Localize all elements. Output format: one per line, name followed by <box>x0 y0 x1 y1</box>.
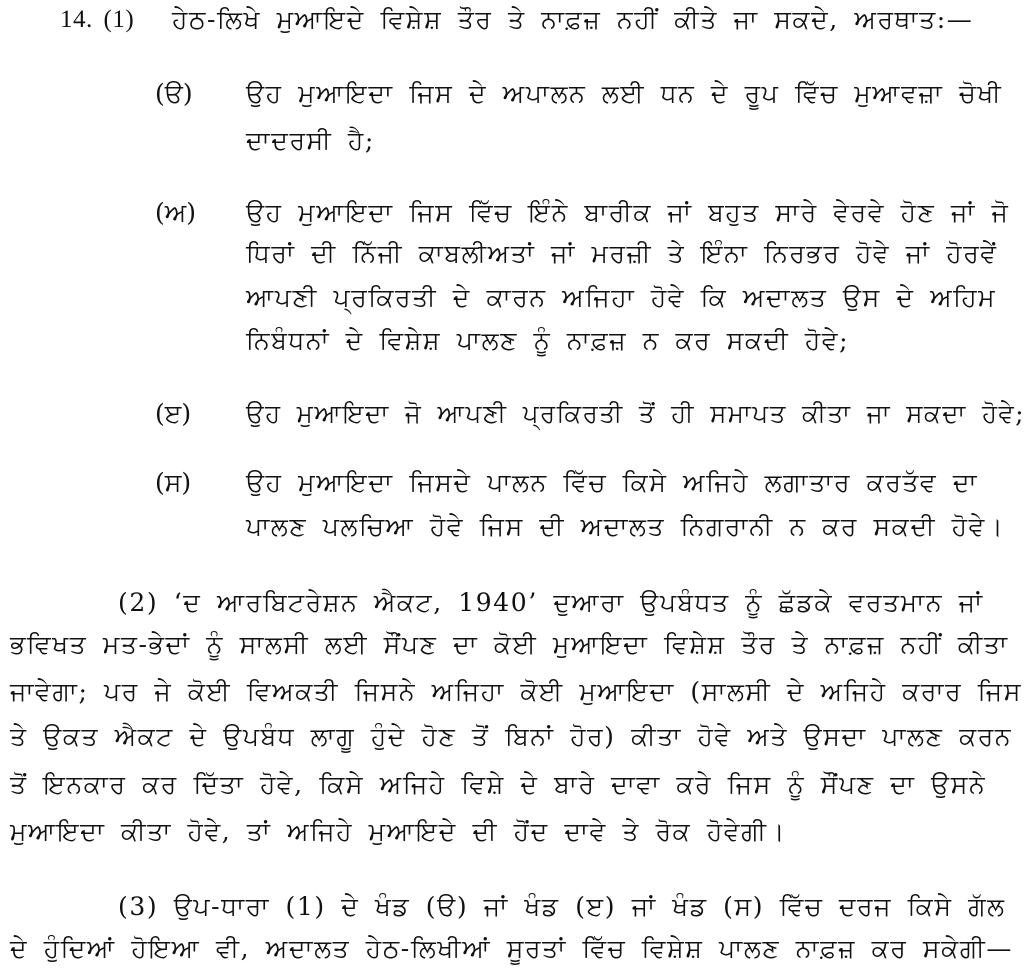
item-d-marker: (ਸ) <box>155 468 192 497</box>
item-b-line-3: ਆਪਣੀ ਪ੍ਰਕਿਰਤੀ ਦੇ ਕਾਰਨ ਅਜਿਹਾ ਹੋਵੇ ਕਿ ਅਦਾਲਤ ਉਸ ਦੇ ਅਹਿਮ <box>246 283 997 312</box>
clause-2-line-2: ਭਵਿਖਤ ਮਤ-ਭੇਦਾਂ ਨੂੰ ਸਾਲਸੀ ਲਈ ਸੌਂਪਣ ਦਾ ਕੋਈ ਮੁਆਇਦਾ ਵਿਸ਼ੇਸ਼ ਤੌਰ ਤੇ ਨਾਫ਼ਜ਼ ਨਹੀਂ ਕੀਤਾ <box>10 630 1009 659</box>
clause-2-line-5: ਤੋਂ ਇਨਕਾਰ ਕਰ ਦਿੱਤਾ ਹੋਵੇ, ਕਿਸੇ ਅਜਿਹੇ ਵਿਸ਼ੇ ਦੇ ਬਾਰੇ ਦਾਵਾ ਕਰੇ ਜਿਸ ਨੂੰ ਸੌਂਪਣ ਦਾ ਉਸਨੇ <box>10 770 987 799</box>
item-a-marker: (ੳ) <box>155 79 193 108</box>
item-b-marker: (ਅ) <box>155 198 197 227</box>
clause-1-intro: ਹੇਠ-ਲਿਖੇ ਮੁਆਇਦੇ ਵਿਸ਼ੇਸ਼ ਤੌਰ ਤੇ ਨਾਫ਼ਜ਼ ਨਹੀਂ ਕੀਤੇ ਜਾ ਸਕਦੇ, ਅਰਥਾਤ:— <box>172 5 974 34</box>
item-d-line-2: ਪਾਲਣ ਪਲਚਿਆ ਹੋਵੇ ਜਿਸ ਦੀ ਅਦਾਲਤ ਨਿਗਰਾਨੀ ਨ ਕਰ ਸਕਦੀ ਹੋਵੇ। <box>246 512 1005 541</box>
item-a-line-1: ਉਹ ਮੁਆਇਦਾ ਜਿਸ ਦੇ ਅਪਾਲਨ ਲਈ ਧਨ ਦੇ ਰੂਪ ਵਿੱਚ ਮੁਆਵਜ਼ਾ ਚੋਖੀ <box>246 79 1003 108</box>
clause-2-line-4: ਤੇ ਉਕਤ ਐਕਟ ਦੇ ਉਪਬੰਧ ਲਾਗੂ ਹੁੰਦੇ ਹੋਣ ਤੋਂ ਬਿਨਾਂ ਹੋਰ) ਕੀਤਾ ਹੋਵੇ ਅਤੇ ਉਸਦਾ ਪਾਲਣ ਕਰਨ <box>10 722 1013 751</box>
item-d-line-1: ਉਹ ਮੁਆਇਦਾ ਜਿਸਦੇ ਪਾਲਨ ਵਿੱਚ ਕਿਸੇ ਅਜਿਹੇ ਲਗਾਤਾਰ ਕਰਤੱਵ ਦਾ <box>246 468 979 497</box>
item-c-marker: (ੲ) <box>155 399 192 428</box>
section-number: 14. (1) <box>60 6 135 33</box>
clause-3-line-2: ਦੇ ਹੁੰਦਿਆਂ ਹੋਇਆ ਵੀ, ਅਦਾਲਤ ਹੇਠ-ਲਿਖੀਆਂ ਸੂਰਤਾਂ ਵਿੱਚ ਵਿਸ਼ੇਸ਼ ਪਾਲਣ ਨਾਫ਼ਜ਼ ਕਰ ਸਕੇਗੀ— <box>10 934 1013 963</box>
clause-3-line-1: (3) ਉਪ-ਧਾਰਾ (1) ਦੇ ਖੰਡ (ੳ) ਜਾਂ ਖੰਡ (ੲ) ਜਾਂ ਖੰਡ (ਸ) ਵਿੱਚ ਦਰਜ ਕਿਸੇ ਗੱਲ <box>118 892 1006 921</box>
item-b-line-1: ਉਹ ਮੁਆਇਦਾ ਜਿਸ ਵਿੱਚ ਇੰਨੇ ਬਾਰੀਕ ਜਾਂ ਬਹੁਤ ਸਾਰੇ ਵੇਰਵੇ ਹੋਣ ਜਾਂ ਜੋ <box>246 198 1010 227</box>
item-b-line-4: ਨਿਬੰਧਨਾਂ ਦੇ ਵਿਸ਼ੇਸ਼ ਪਾਲਣ ਨੂੰ ਨਾਫ਼ਜ਼ ਨ ਕਰ ਸਕਦੀ ਹੋਵੇ; <box>246 326 850 355</box>
item-c-line-1: ਉਹ ਮੁਆਇਦਾ ਜੋ ਆਪਣੀ ਪ੍ਰਕਿਰਤੀ ਤੋਂ ਹੀ ਸਮਾਪਤ ਕੀਤਾ ਜਾ ਸਕਦਾ ਹੋਵੇ; <box>246 399 1026 428</box>
item-b-line-2: ਧਿਰਾਂ ਦੀ ਨਿੱਜੀ ਕਾਬਲੀਅਤਾਂ ਜਾਂ ਮਰਜ਼ੀ ਤੇ ਇੰਨਾ ਨਿਰਭਰ ਹੋਵੇ ਜਾਂ ਹੋਰਵੇਂ <box>246 239 998 268</box>
clause-2-line-6: ਮੁਆਇਦਾ ਕੀਤਾ ਹੋਵੇ, ਤਾਂ ਅਜਿਹੇ ਮੁਆਇਦੇ ਦੀ ਹੋਂਦ ਦਾਵੇ ਤੇ ਰੋਕ ਹੋਵੇਗੀ। <box>10 817 787 846</box>
clause-2-line-3: ਜਾਵੇਗਾ; ਪਰ ਜੇ ਕੋਈ ਵਿਅਕਤੀ ਜਿਸਨੇ ਅਜਿਹਾ ਕੋਈ ਮੁਆਇਦਾ (ਸਾਲਸੀ ਦੇ ਅਜਿਹੇ ਕਰਾਰ ਜਿਸ <box>10 677 1022 706</box>
item-a-line-2: ਦਾਦਰਸੀ ਹੈ; <box>246 126 375 155</box>
clause-2-line-1: (2) ‘ਦ ਆਰਬਿਟਰੇਸ਼ਨ ਐਕਟ, 1940’ ਦੁਆਰਾ ਉਪਬੰਧਤ ਨੂੰ ਛੱਡਕੇ ਵਰਤਮਾਨ ਜਾਂ <box>118 588 984 617</box>
